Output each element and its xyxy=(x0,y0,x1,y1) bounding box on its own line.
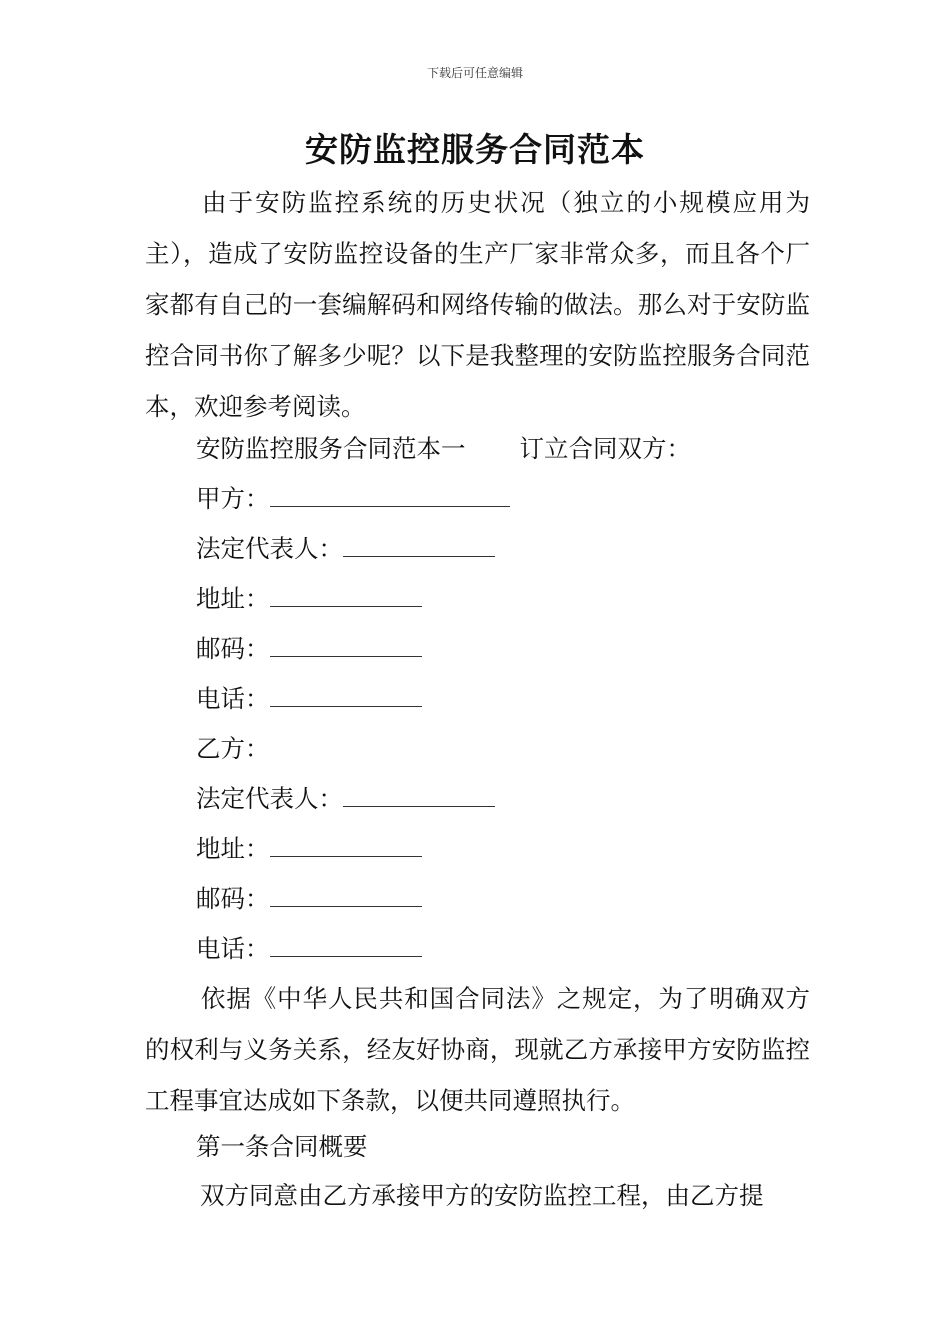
party-b-phone-row xyxy=(196,923,422,974)
parties-heading: 订立合同双方： xyxy=(519,434,691,463)
party-a-rep-label: 法定代表人： xyxy=(196,534,343,563)
party-a-address-label: 地址： xyxy=(196,584,270,613)
party-b-postcode-row xyxy=(196,873,422,924)
party-b-rep-row xyxy=(196,773,495,824)
party-a-postcode-label: 邮码： xyxy=(196,634,270,663)
party-a-label: 甲方： xyxy=(196,484,270,513)
party-a-rep-row xyxy=(196,523,495,574)
intro-text: 由于安防监控系统的历史状况（独立的小规模应用为主），造成了安防监控设备的生产厂家非常众多，而且各个厂家都有自己的一套编解码和网络传输的做法。那么对于安防监控合同书你了解多少呢？以下是我整理的安防监控服务合同范本，欢迎参考阅读。 xyxy=(145,188,810,421)
party-a-postcode-blank xyxy=(270,636,422,657)
party-b-rep-label: 法定代表人： xyxy=(196,784,343,813)
party-b-phone-blank xyxy=(270,936,422,957)
basis-paragraph xyxy=(145,973,810,1126)
intro-paragraph xyxy=(145,177,810,432)
party-a-phone-blank xyxy=(270,686,422,707)
party-a-address-row xyxy=(196,573,422,624)
party-a-row xyxy=(196,473,510,524)
party-b-address-label: 地址： xyxy=(196,834,270,863)
party-b-label: 乙方： xyxy=(196,734,270,763)
party-a-blank xyxy=(270,486,510,507)
party-b-row xyxy=(196,723,270,774)
contract-parties-line xyxy=(196,423,691,474)
party-b-rep-blank xyxy=(343,786,495,807)
basis-text: 依据《中华人民共和国合同法》之规定，为了明确双方的权利与义务关系，经友好协商，现就乙方承接甲方安防监控工程事宜达成如下条款，以便共同遵照执行。 xyxy=(145,984,810,1115)
document-title: 安防监控服务合同范本 xyxy=(305,130,645,169)
party-b-postcode-label: 邮码： xyxy=(196,884,270,913)
party-b-phone-label: 电话： xyxy=(196,934,270,963)
party-a-address-blank xyxy=(270,586,422,607)
party-a-rep-blank xyxy=(343,536,495,557)
sample-heading: 安防监控服务合同范本一 xyxy=(196,434,466,463)
party-a-phone-label: 电话： xyxy=(196,684,270,713)
party-a-phone-row xyxy=(196,673,422,724)
party-b-address-row xyxy=(196,823,422,874)
article-one-title: 第一条合同概要 xyxy=(196,1132,368,1161)
article-one-text: 双方同意由乙方承接甲方的安防监控工程，由乙方提 xyxy=(200,1181,764,1210)
header-note: 下载后可任意编辑 xyxy=(426,66,523,80)
article-one-paragraph xyxy=(145,1170,810,1221)
party-b-address-blank xyxy=(270,836,422,857)
party-a-postcode-row xyxy=(196,623,422,674)
party-b-postcode-blank xyxy=(270,886,422,907)
